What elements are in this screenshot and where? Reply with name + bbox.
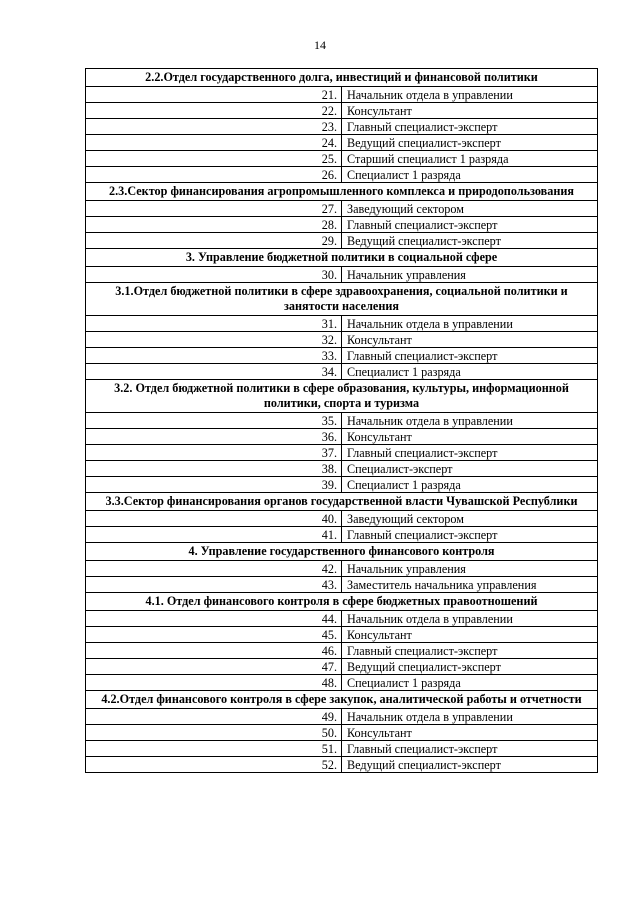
position-title: Консультант [342, 103, 598, 119]
position-title: Главный специалист-эксперт [342, 119, 598, 135]
table-row [86, 316, 598, 332]
table-row [86, 233, 598, 249]
row-number: 40. [86, 511, 342, 527]
section-title: 4.1. Отдел финансового контроля в сфере бюджетных правоотношений [86, 593, 598, 611]
row-number: 36. [86, 429, 342, 445]
section-title: 2.2.Отдел государственного долга, инвестиций и финансовой политики [86, 69, 598, 87]
row-number: 44. [86, 611, 342, 627]
position-title: Специалист-эксперт [342, 461, 598, 477]
position-title: Консультант [342, 725, 598, 741]
table-row [86, 477, 598, 493]
row-number: 37. [86, 445, 342, 461]
position-title: Консультант [342, 332, 598, 348]
row-number: 24. [86, 135, 342, 151]
section-header-row [86, 380, 598, 413]
staff-table-body [86, 69, 598, 773]
row-number: 50. [86, 725, 342, 741]
row-number: 23. [86, 119, 342, 135]
row-number: 38. [86, 461, 342, 477]
section-title: 3.3.Сектор финансирования органов государственной власти Чувашской Республики [86, 493, 598, 511]
position-title: Главный специалист-эксперт [342, 217, 598, 233]
table-row [86, 757, 598, 773]
staff-positions-table [85, 68, 598, 773]
table-row [86, 103, 598, 119]
row-number: 43. [86, 577, 342, 593]
position-title: Консультант [342, 627, 598, 643]
section-header-row [86, 249, 598, 267]
table-row [86, 461, 598, 477]
page-number: 14 [314, 38, 326, 52]
position-title: Начальник отдела в управлении [342, 87, 598, 103]
section-header-row [86, 183, 598, 201]
position-title: Заведующий сектором [342, 201, 598, 217]
row-number: 42. [86, 561, 342, 577]
table-row [86, 643, 598, 659]
table-row [86, 267, 598, 283]
table-row [86, 611, 598, 627]
table-row [86, 413, 598, 429]
row-number: 48. [86, 675, 342, 691]
table-row [86, 364, 598, 380]
position-title: Заведующий сектором [342, 511, 598, 527]
position-title: Начальник управления [342, 267, 598, 283]
table-row [86, 659, 598, 675]
position-title: Главный специалист-эксперт [342, 643, 598, 659]
position-title: Заместитель начальника управления [342, 577, 598, 593]
section-title: 4. Управление государственного финансового контроля [86, 543, 598, 561]
position-title: Специалист 1 разряда [342, 477, 598, 493]
table-row [86, 429, 598, 445]
table-row [86, 151, 598, 167]
table-row [86, 119, 598, 135]
position-title: Специалист 1 разряда [342, 364, 598, 380]
row-number: 21. [86, 87, 342, 103]
position-title: Специалист 1 разряда [342, 675, 598, 691]
section-header-row [86, 543, 598, 561]
table-row [86, 87, 598, 103]
row-number: 31. [86, 316, 342, 332]
row-number: 46. [86, 643, 342, 659]
section-header-row [86, 69, 598, 87]
row-number: 34. [86, 364, 342, 380]
position-title: Начальник отдела в управлении [342, 413, 598, 429]
row-number: 39. [86, 477, 342, 493]
row-number: 26. [86, 167, 342, 183]
position-title: Главный специалист-эксперт [342, 445, 598, 461]
row-number: 25. [86, 151, 342, 167]
table-row [86, 709, 598, 725]
table-row [86, 627, 598, 643]
table-row [86, 741, 598, 757]
position-title: Ведущий специалист-эксперт [342, 135, 598, 151]
row-number: 49. [86, 709, 342, 725]
position-title: Консультант [342, 429, 598, 445]
table-row [86, 167, 598, 183]
row-number: 45. [86, 627, 342, 643]
table-row [86, 135, 598, 151]
position-title: Старший специалист 1 разряда [342, 151, 598, 167]
position-title: Главный специалист-эксперт [342, 527, 598, 543]
row-number: 27. [86, 201, 342, 217]
table-row [86, 511, 598, 527]
row-number: 33. [86, 348, 342, 364]
row-number: 22. [86, 103, 342, 119]
row-number: 51. [86, 741, 342, 757]
table-row [86, 445, 598, 461]
section-header-row [86, 593, 598, 611]
table-row [86, 348, 598, 364]
position-title: Начальник отдела в управлении [342, 709, 598, 725]
position-title: Ведущий специалист-эксперт [342, 659, 598, 675]
row-number: 41. [86, 527, 342, 543]
row-number: 28. [86, 217, 342, 233]
row-number: 30. [86, 267, 342, 283]
table-row [86, 217, 598, 233]
row-number: 29. [86, 233, 342, 249]
table-row [86, 561, 598, 577]
row-number: 32. [86, 332, 342, 348]
table-row [86, 675, 598, 691]
position-title: Главный специалист-эксперт [342, 348, 598, 364]
table-row [86, 201, 598, 217]
row-number: 52. [86, 757, 342, 773]
table-row [86, 725, 598, 741]
table-row [86, 527, 598, 543]
section-title: 4.2.Отдел финансового контроля в сфере закупок, аналитической работы и отчетности [86, 691, 598, 709]
position-title: Начальник отдела в управлении [342, 316, 598, 332]
table-row [86, 332, 598, 348]
position-title: Ведущий специалист-эксперт [342, 757, 598, 773]
row-number: 47. [86, 659, 342, 675]
section-title: 3.1.Отдел бюджетной политики в сфере здравоохранения, социальной политики и занятости населения [86, 283, 598, 316]
section-title: 3.2. Отдел бюджетной политики в сфере образования, культуры, информационной политики, спорта и туризма [86, 380, 598, 413]
position-title: Специалист 1 разряда [342, 167, 598, 183]
section-title: 3. Управление бюджетной политики в социальной сфере [86, 249, 598, 267]
section-title: 2.3.Сектор финансирования агропромышленного комплекса и природопользования [86, 183, 598, 201]
position-title: Главный специалист-эксперт [342, 741, 598, 757]
position-title: Начальник управления [342, 561, 598, 577]
position-title: Ведущий специалист-эксперт [342, 233, 598, 249]
table-row [86, 577, 598, 593]
section-header-row [86, 691, 598, 709]
section-header-row [86, 283, 598, 316]
section-header-row [86, 493, 598, 511]
position-title: Начальник отдела в управлении [342, 611, 598, 627]
row-number: 35. [86, 413, 342, 429]
